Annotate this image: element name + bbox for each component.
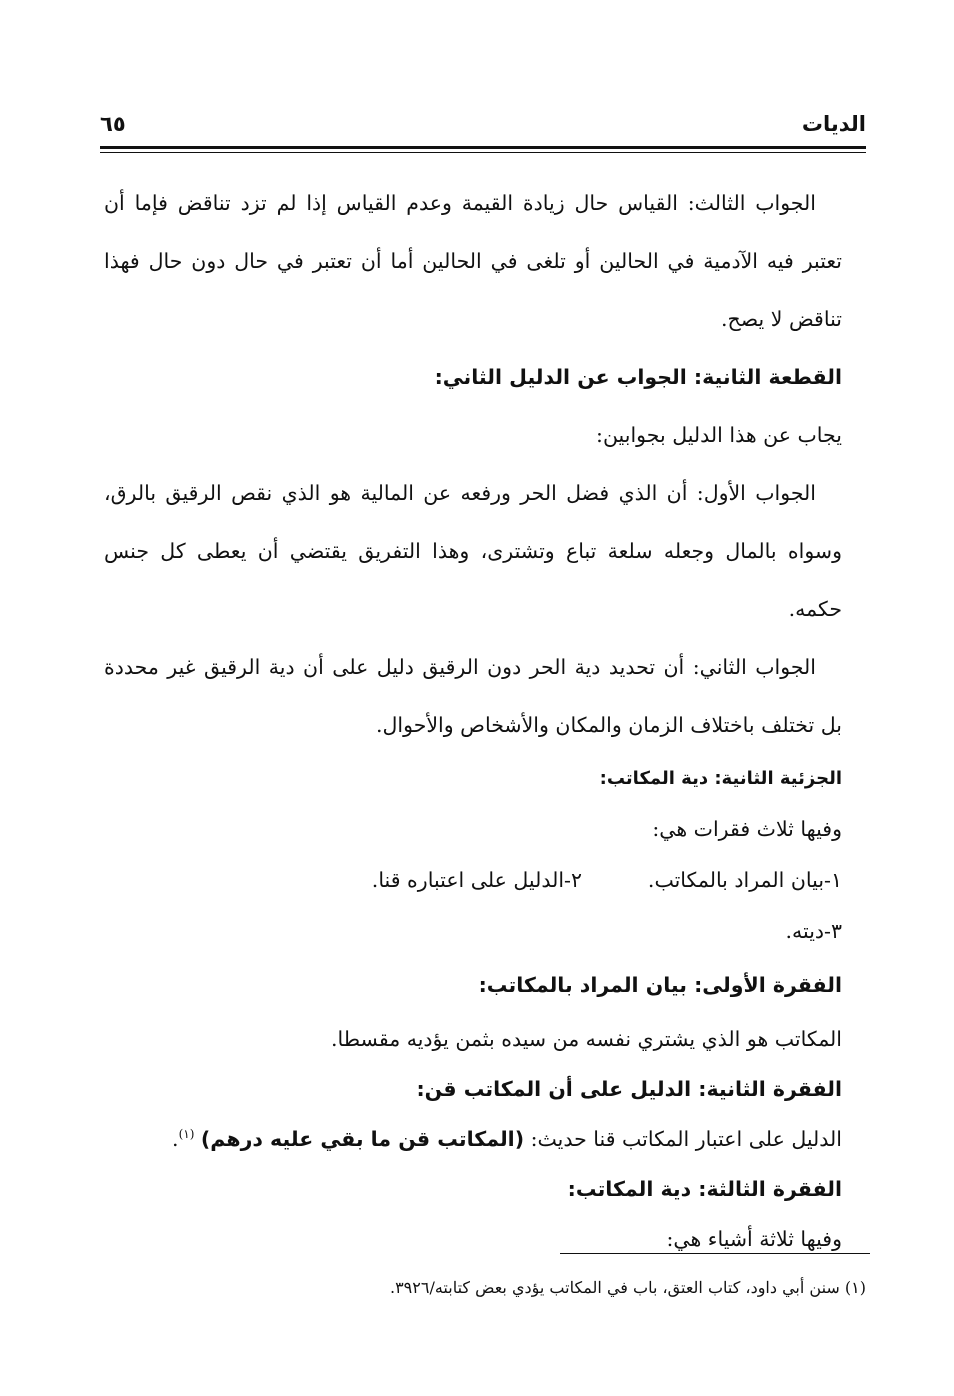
list-item-1: ١-بيان المراد بالمكاتب.	[647, 868, 842, 892]
footnote-separator	[560, 1253, 870, 1254]
paragraph-hadith-evidence	[104, 1114, 842, 1164]
paragraph-three-things: وفيها ثلاثة أشياء هي:	[666, 1227, 842, 1251]
footnote: (١) سنن أبي داود، كتاب العتق، باب في المكاتب يؤدي بعض كتابته/٣٩٢٦.	[389, 1278, 866, 1297]
paragraph-two-answers: يجاب عن هذا الدليل بجوابين:	[596, 423, 842, 447]
hadith-quote: (المكاتب قن ما بقي عليه درهم)	[200, 1127, 525, 1151]
running-header	[100, 112, 866, 146]
paragraph-first-answer: الجواب الأول: أن الذي فضل الحر ورفعه عن المالية هو الذي نقص الرقيق بالرق، وسواه بالمال وجعله سلعة تباع وتشترى، وهذا التفريق يقتضي أن يعطى كل جنس حكمه.	[104, 481, 842, 621]
heading-third-section: الفقرة الثالثة: دية المكاتب:	[567, 1177, 842, 1201]
paragraph-three-sections: وفيها ثلاث فقرات هي:	[652, 817, 842, 841]
footnote-reference[interactable]: (١)	[178, 1127, 195, 1142]
heading-second-section: الفقرة الثانية: الدليل على أن المكاتب قن:	[416, 1077, 842, 1101]
list-item-3: ٣-ديته.	[785, 919, 842, 943]
heading-first-section: الفقرة الأولى: بيان المراد بالمكاتب:	[478, 973, 842, 997]
paragraph-third-answer: الجواب الثالث: القياس حال زيادة القيمة وعدم القياس إذا لم تزد تناقض فإما أن تعتبر فيه الآدمية في الحالين أو تلغى في الحالين أما أن تعتبر في حال دون حال فهذا تناقض لا يصح.	[104, 191, 842, 331]
heading-second-piece: القطعة الثانية: الجواب عن الدليل الثاني:	[434, 365, 842, 389]
paragraph-mukatab-definition: المكاتب هو الذي يشتري نفسه من سيده بثمن يؤديه مقسطا.	[330, 1027, 842, 1051]
paragraph-second-answer: الجواب الثاني: أن تحديد دية الحر دون الرقيق دليل على أن دية الرقيق غير محددة بل تختلف باختلاف الزمان والمكان والأشخاص والأحوال.	[104, 655, 842, 737]
hadith-lead: الدليل على اعتبار المكاتب قنا حديث:	[524, 1127, 842, 1151]
body-text	[104, 174, 842, 1264]
numbered-items-row	[104, 854, 842, 906]
page-number: ٦٥	[100, 112, 126, 136]
heading-mukatab-diya: الجزئية الثانية: دية المكاتب:	[599, 768, 842, 789]
hadith-end: .	[172, 1127, 179, 1151]
header-rule-thick	[100, 146, 866, 149]
header-rule-thin	[100, 152, 866, 153]
running-title: الديات	[801, 112, 866, 136]
list-item-2: ٢-الدليل على اعتباره قنا.	[371, 868, 582, 892]
